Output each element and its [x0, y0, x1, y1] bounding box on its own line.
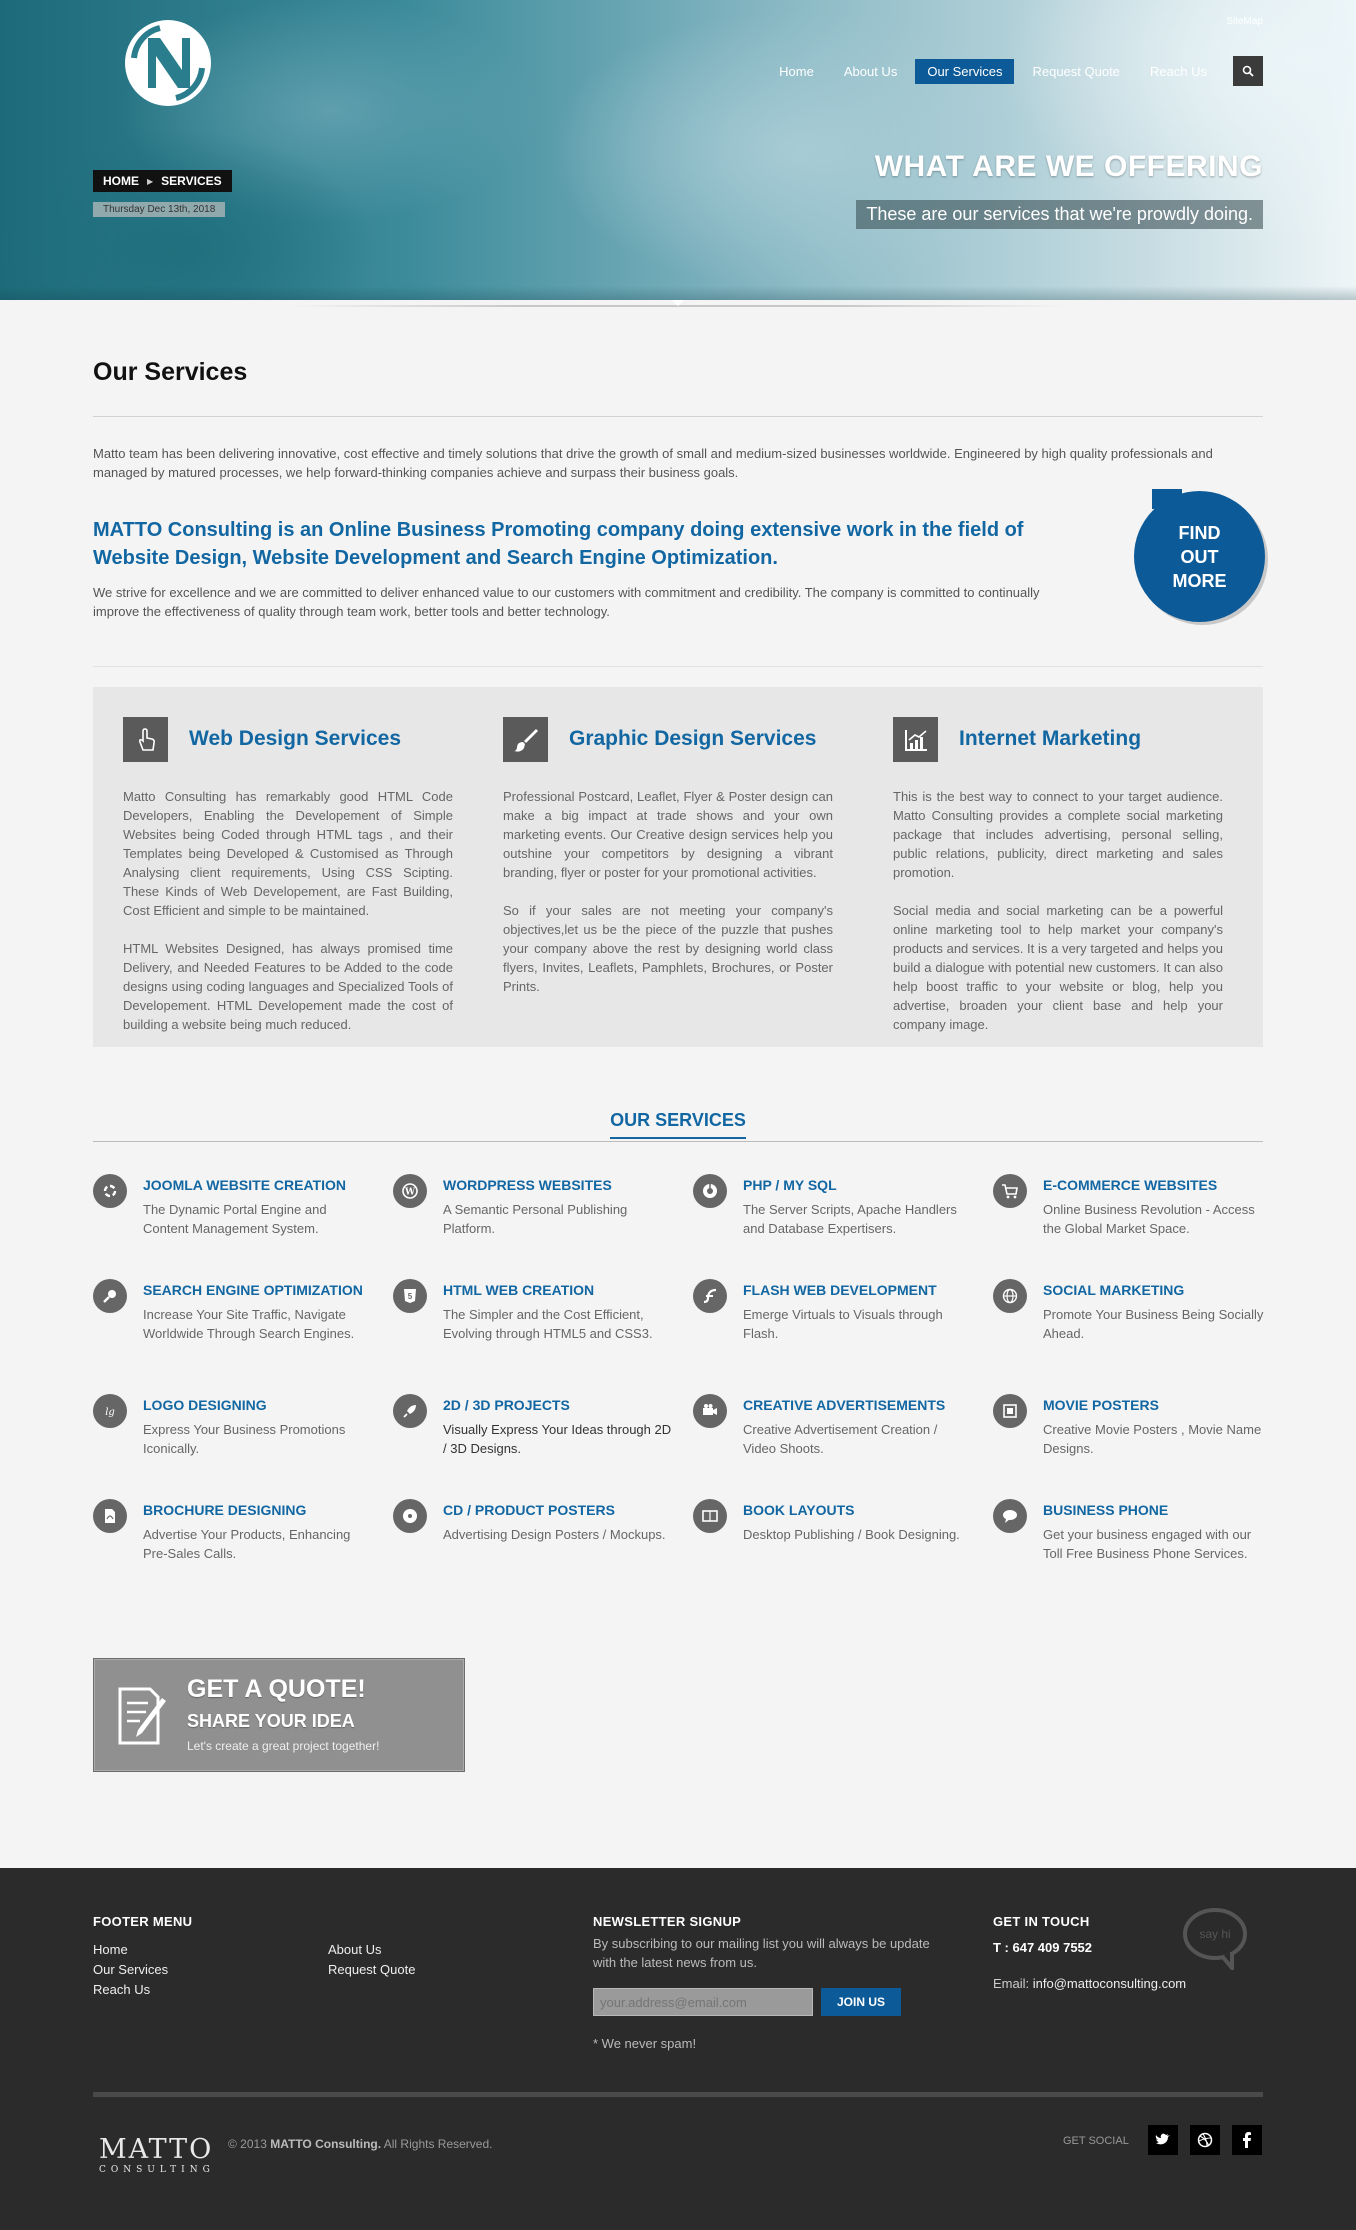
email-label: Email: [993, 1976, 1030, 1991]
newsletter-heading: NEWSLETTER SIGNUP [593, 1914, 742, 1929]
footer-divider [93, 2092, 1263, 2097]
get-social-label: GET SOCIAL [1063, 2135, 1129, 2147]
facebook-button[interactable] [1232, 2125, 1262, 2155]
feature-paragraph: Professional Postcard, Leaflet, Flyer & Poster design can make a big impact at trade shows and your own marketing events. Our Creative design services help you outshine your competitors by designing a vibrant branding, flyer or poster for your promotional activities. [503, 789, 833, 880]
feature-title: Internet Marketing [959, 727, 1142, 750]
service-title[interactable]: LOGO DESIGNING [143, 1397, 267, 1413]
no-spam-note: * We never spam! [593, 2036, 697, 2051]
document-edit-icon [116, 1685, 170, 1747]
hero-subtitle: These are our services that we're prowdly doing. [856, 200, 1263, 229]
breadcrumb-separator-icon: ▶ [147, 176, 154, 186]
main-nav [767, 56, 1263, 86]
breadcrumb-current: SERVICES [161, 174, 222, 188]
phone-number: T : 647 409 7552 [993, 1940, 1093, 1955]
footer-link-home[interactable]: Home [93, 1942, 128, 1957]
rocket-icon [393, 1394, 427, 1428]
service-title[interactable]: E-COMMERCE WEBSITES [1043, 1177, 1218, 1193]
service-desc: Increase Your Site Traffic, Navigate Worldwide Through Search Engines. [143, 1307, 355, 1341]
logo-icon [93, 1394, 127, 1428]
feature-text [123, 787, 453, 1053]
divider [93, 666, 1263, 667]
lead-heading: MATTO Consulting is an Online Business Promoting company doing extensive work in the field of Website Design, Website Development and Search Engine Optimization. [93, 519, 1024, 569]
seo-icon [93, 1279, 127, 1313]
service-desc: A Semantic Personal Publishing Platform. [443, 1202, 628, 1236]
film-icon [993, 1394, 1027, 1428]
join-us-button[interactable]: JOIN US [821, 1988, 901, 2016]
service-desc: Creative Advertisement Creation / Video Shoots. [743, 1422, 938, 1456]
footer [0, 1868, 1356, 2230]
chat-icon [993, 1499, 1027, 1533]
feature-paragraph: So if your sales are not meeting your company's objectives,let us be the piece of the puzzle that pushes your company above the rest by designing world class flyers, Invites, Leaflets, Pamphlets, Brochures, or Poster Prints. [503, 903, 833, 994]
page-title: Our Services [93, 358, 248, 386]
breadcrumb [93, 170, 232, 192]
html5-icon [393, 1279, 427, 1313]
search-button[interactable] [1233, 56, 1263, 86]
copyright-brand: MATTO Consulting. [270, 2137, 382, 2151]
footer-menu-heading: FOOTER MENU [93, 1914, 193, 1929]
service-desc: Desktop Publishing / Book Designing. [743, 1527, 960, 1542]
php-icon [693, 1174, 727, 1208]
service-title[interactable]: WORDPRESS WEBSITES [443, 1177, 612, 1193]
video-camera-icon [693, 1394, 727, 1428]
quote-subtitle: SHARE YOUR IDEA [187, 1711, 355, 1731]
service-title[interactable]: BUSINESS PHONE [1043, 1502, 1169, 1518]
wordpress-icon [393, 1174, 427, 1208]
nav-request-quote[interactable]: Request Quote [1032, 63, 1120, 79]
contact-heading: GET IN TOUCH [993, 1914, 1090, 1929]
service-title[interactable]: BROCHURE DESIGNING [143, 1502, 307, 1518]
service-desc: Online Business Revolution - Access the Global Market Space. [1043, 1202, 1255, 1236]
say-hi-text: say hi [1199, 1927, 1231, 1941]
service-title[interactable]: FLASH WEB DEVELOPMENT [743, 1282, 937, 1298]
service-desc: Visually Express Your Ideas through 2D / 3D Designs. [443, 1422, 672, 1456]
sitemap-link[interactable]: SiteMap [1226, 16, 1263, 27]
services-heading-label: OUR SERVICES [610, 1110, 746, 1139]
service-title[interactable]: PHP / MY SQL [743, 1177, 837, 1193]
service-desc: Emerge Virtuals to Visuals through Flash. [743, 1307, 943, 1341]
dribbble-icon [1197, 2132, 1213, 2148]
feature-paragraph: Social media and social marketing can be a powerful online marketing tool to help market your company's products and services. It is a very targeted and helps you build a dialogue with potential new customers. It can also help boost traffic to your website or blog, help you advertise, broaden your client base and help your company image. [893, 903, 1223, 1032]
quote-tagline: Let's create a great project together! [187, 1739, 380, 1753]
service-desc: Promote Your Business Being Socially Ahead. [1043, 1307, 1264, 1341]
hero-title: WHAT ARE WE OFFERING [874, 150, 1263, 183]
twitter-button[interactable] [1148, 2125, 1178, 2155]
contact-email [993, 1976, 1186, 1991]
footer-logo-sub: CONSULTING [99, 2165, 215, 2175]
service-title[interactable]: JOOMLA WEBSITE CREATION [143, 1177, 346, 1193]
hand-pointer-icon [123, 717, 168, 762]
hero-banner [0, 0, 1356, 300]
feature-text [893, 787, 1223, 1053]
find-out-more-button[interactable] [1134, 491, 1265, 622]
service-title[interactable]: SEARCH ENGINE OPTIMIZATION [143, 1282, 363, 1298]
service-title[interactable]: SOCIAL MARKETING [1043, 1282, 1185, 1298]
footer-link-reach-us[interactable]: Reach Us [93, 1982, 151, 1997]
find-out-more-label: FIND OUT MORE [1172, 522, 1227, 591]
footer-logo-main: MATTO [99, 2134, 214, 2165]
paint-brush-icon [503, 717, 548, 762]
growth-chart-icon [893, 717, 938, 762]
service-title[interactable]: 2D / 3D PROJECTS [443, 1397, 570, 1413]
site-logo[interactable] [120, 18, 216, 108]
nav-about-us[interactable]: About Us [843, 63, 898, 79]
globe-icon [993, 1279, 1027, 1313]
svg-text:W: W [404, 1187, 416, 1198]
service-desc: The Dynamic Portal Engine and Content Management System. [143, 1202, 327, 1236]
email-link[interactable]: info@mattoconsulting.com [1032, 1976, 1187, 1991]
service-desc: The Server Scripts, Apache Handlers and Database Expertisers. [743, 1202, 957, 1236]
svg-text:lg: lg [105, 1407, 115, 1418]
feature-paragraph: This is the best way to connect to your target audience. Matto Consulting provides a complete social marketing package that includes advertising, personal selling, public relations, publicity, direct marketing and sales promotion. [893, 789, 1223, 880]
service-title[interactable]: CREATIVE ADVERTISEMENTS [743, 1397, 946, 1413]
feature-text [503, 787, 833, 1015]
feature-title: Web Design Services [189, 727, 402, 750]
footer-logo[interactable] [99, 2136, 215, 2175]
footer-link-request-quote[interactable]: Request Quote [328, 1962, 416, 1977]
service-desc: Creative Movie Posters , Movie Name Designs. [1043, 1422, 1262, 1456]
book-icon [693, 1499, 727, 1533]
newsletter-text: By subscribing to our mailing list you will always be update with the latest news from us. [593, 1936, 930, 1970]
svg-text:5: 5 [407, 1292, 413, 1301]
facebook-icon [1242, 2132, 1252, 2148]
nav-home[interactable]: Home [779, 63, 814, 79]
breadcrumb-home[interactable]: HOME [103, 174, 139, 188]
say-hi-bubble-icon [1180, 1906, 1250, 1970]
service-desc: Get your business engaged with our Toll Free Business Phone Services. [1043, 1527, 1252, 1561]
copyright-year: © 2013 [228, 2137, 267, 2151]
service-title[interactable]: CD / PRODUCT POSTERS [443, 1502, 615, 1518]
flash-icon [693, 1279, 727, 1313]
cart-icon [993, 1174, 1027, 1208]
copyright [228, 2137, 492, 2151]
hero-divider [0, 300, 1356, 310]
feature-paragraph: Matto Consulting has remarkably good HTML Code Developers, Enabling the Developement of Simple Websites being Coded through HTML tags , and their Templates being Developed & Customised as Through Analysing client requirements, Using CSS Scipting. These Kinds of Web Developement, are Fast Building, Cost Efficient and simple to be maintained. [123, 789, 453, 918]
pdf-icon [93, 1499, 127, 1533]
lead-text: We strive for excellence and we are committed to deliver enhanced value to our customers with commitment and credibility. The company is committed to continually improve the effectiveness of quality through team work, better tools and better technology. [93, 585, 1040, 619]
service-desc: The Simpler and the Cost Efficient, Evolving through HTML5 and CSS3. [443, 1307, 653, 1341]
current-date: Thursday Dec 13th, 2018 [93, 202, 225, 217]
get-a-quote-button[interactable] [93, 1658, 465, 1772]
intro-text: Matto team has been delivering innovative, cost effective and timely solutions that drive the growth of small and medium-sized businesses worldwide. Engineered by high quality professionals and managed by matured processes, we help forward-thinking companies achieve and surpass their business goals. [93, 446, 1213, 480]
service-title[interactable]: HTML WEB CREATION [443, 1282, 595, 1298]
quote-title: GET A QUOTE! [187, 1675, 366, 1703]
service-desc: Advertise Your Products, Enhancing Pre-Sales Calls. [143, 1527, 351, 1561]
feature-paragraph: HTML Websites Designed, has always promised time Delivery, and Needed Features to be Added to the code designs using coding languages and Specialized Tools of Developement. HTML Developement made the cost of building a website being much reduced. [123, 941, 453, 1032]
dribbble-button[interactable] [1190, 2125, 1220, 2155]
service-desc: Advertising Design Posters / Mockups. [443, 1527, 666, 1542]
cd-icon [393, 1499, 427, 1533]
search-icon [1242, 65, 1254, 77]
feature-title: Graphic Design Services [569, 727, 817, 750]
joomla-icon [93, 1174, 127, 1208]
service-title[interactable]: BOOK LAYOUTS [743, 1502, 855, 1518]
services-heading [93, 1110, 1263, 1142]
features-box [93, 687, 1263, 1047]
service-title[interactable]: MOVIE POSTERS [1043, 1397, 1159, 1413]
footer-link-our-services[interactable]: Our Services [93, 1962, 169, 1977]
twitter-icon [1155, 2133, 1171, 2147]
nav-our-services[interactable]: Our Services [915, 59, 1014, 84]
newsletter-email-input[interactable] [593, 1988, 813, 2016]
copyright-rights: All Rights Reserved. [383, 2137, 493, 2151]
service-desc: Express Your Business Promotions Iconically. [143, 1422, 346, 1456]
divider [93, 416, 1263, 417]
footer-link-about-us[interactable]: About Us [328, 1942, 382, 1957]
nav-reach-us[interactable]: Reach Us [1149, 63, 1207, 79]
